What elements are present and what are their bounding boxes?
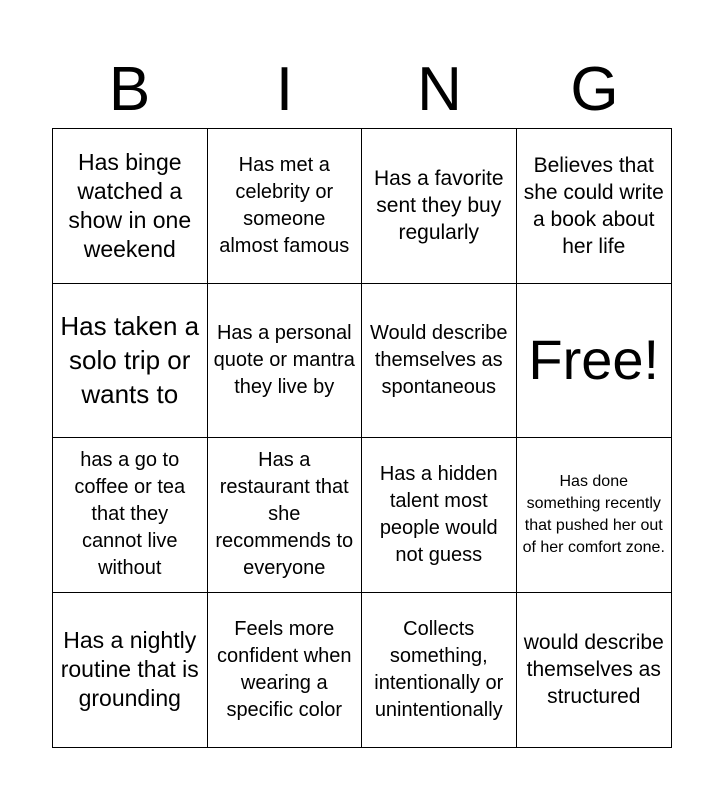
- bingo-cell[interactable]: [362, 593, 517, 748]
- cell-text: Has binge watched a show in one weekend: [68, 148, 192, 262]
- cell-text: Has a personal quote or mantra they live by: [213, 321, 355, 398]
- bingo-board: [52, 128, 672, 748]
- bingo-cell[interactable]: [208, 593, 363, 748]
- cell-text: would describe themselves as structured: [523, 631, 664, 709]
- bingo-header: [52, 52, 672, 128]
- bingo-cell[interactable]: [208, 129, 363, 284]
- bingo-cell[interactable]: [53, 129, 208, 284]
- header-letter-b: B: [108, 55, 151, 124]
- bingo-cell[interactable]: [53, 593, 208, 748]
- header-letter-n: N: [417, 55, 462, 124]
- bingo-cell[interactable]: [517, 593, 672, 748]
- cell-text: has a go to coffee or tea that they cannot live without: [74, 449, 186, 580]
- cell-text: Collects something, intentionally or unintentionally: [374, 617, 504, 721]
- bingo-cell[interactable]: [53, 284, 208, 439]
- bingo-cell[interactable]: [517, 438, 672, 593]
- cell-text: Has a favorite sent they buy regularly: [373, 167, 504, 245]
- cell-text: Has a restaurant that she recommends to everyone: [215, 449, 354, 580]
- bingo-cell[interactable]: [362, 129, 517, 284]
- bingo-cell[interactable]: [517, 129, 672, 284]
- cell-text: Feels more confident when wearing a specific color: [216, 617, 352, 721]
- cell-text: Would describe themselves as spontaneous: [370, 321, 508, 398]
- header-letter-g: G: [570, 55, 619, 124]
- cell-text: Has done something recently that pushed her out of her comfort zone.: [522, 472, 665, 556]
- header-letter-i: I: [275, 55, 294, 124]
- cell-text: Has taken a solo trip or wants to: [60, 311, 200, 410]
- bingo-cell[interactable]: [53, 438, 208, 593]
- bingo-cell[interactable]: [208, 438, 363, 593]
- cell-text: Has met a celebrity or someone almost famous: [219, 153, 350, 257]
- cell-text: Believes that she could write a book about her life: [523, 153, 664, 258]
- free-space-cell[interactable]: [517, 284, 672, 439]
- bingo-cell[interactable]: [362, 284, 517, 439]
- free-space-text: Free!: [528, 328, 660, 392]
- bingo-cell[interactable]: [362, 438, 517, 593]
- cell-text: Has a hidden talent most people would not guess: [379, 462, 498, 566]
- cell-text: Has a nightly routine that is grounding: [60, 627, 199, 712]
- bingo-cell[interactable]: [208, 284, 363, 439]
